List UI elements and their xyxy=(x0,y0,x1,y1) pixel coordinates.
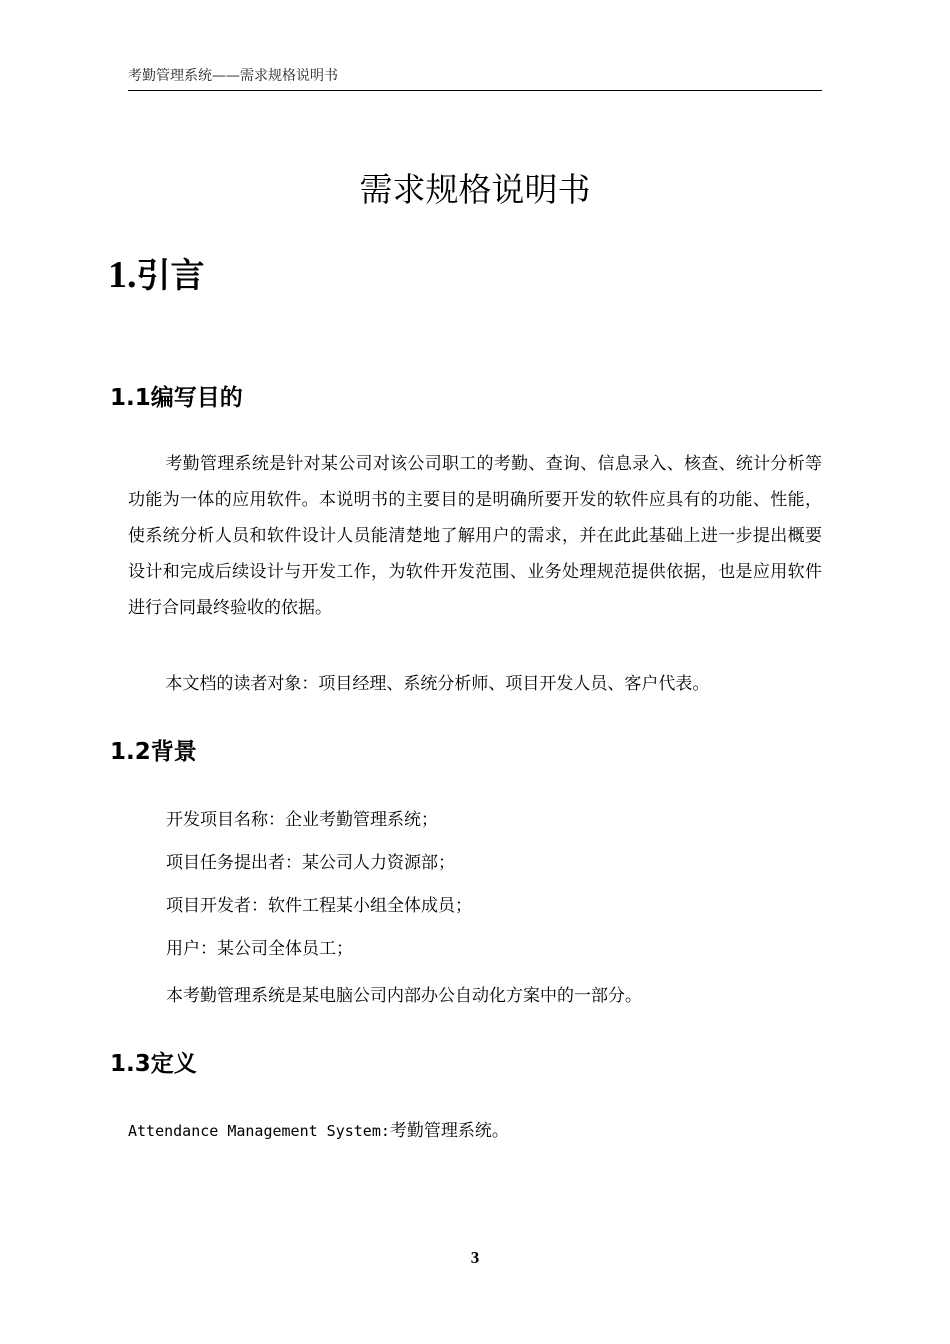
section-1-1-heading: 1.1编写目的 xyxy=(110,385,243,411)
page-header xyxy=(128,66,822,91)
background-line: 用户：某公司全体员工； xyxy=(166,939,353,959)
header-text: 考勤管理系统——需求规格说明书 xyxy=(128,68,338,84)
section-1-title: 引言 xyxy=(136,256,205,296)
section-1-1-paragraph-2: 本文档的读者对象：项目经理、系统分析师、项目开发人员、客户代表。 xyxy=(165,674,710,694)
section-1-2-heading: 1.2背景 xyxy=(110,739,197,765)
background-line: 项目开发者：软件工程某小组全体成员； xyxy=(166,896,472,916)
background-line: 本考勤管理系统是某电脑公司内部办公自动化方案中的一部分。 xyxy=(166,986,642,1006)
page-number: 3 xyxy=(470,1248,480,1267)
definition-line xyxy=(128,1119,509,1143)
section-1-heading xyxy=(108,252,205,299)
section-1-number: 1. xyxy=(108,254,137,296)
definition-term: Attendance Management System: xyxy=(128,1122,390,1140)
background-line: 项目任务提出者：某公司人力资源部； xyxy=(166,853,455,873)
document-title: 需求规格说明书 xyxy=(359,170,591,209)
section-1-1-paragraph-1: 考勤管理系统是针对某公司对该公司职工的考勤、查询、信息录入、核查、统计分析等功能为一体的应用软件。本说明书的主要目的是明确所要开发的软件应具有的功能、性能，使系统分析人员和软件设计人员能清楚地了解用户的需求，并在此此基础上进一步提出概要设计和完成后续设计与开发工作，为软件开发范围、业务处理规范提供依据，也是应用软件进行合同最终验收的依据。 xyxy=(128,454,822,618)
section-1-3-heading: 1.3定义 xyxy=(110,1051,197,1077)
background-line: 开发项目名称：企业考勤管理系统； xyxy=(166,810,438,830)
definition-text: 考勤管理系统。 xyxy=(389,1121,509,1141)
